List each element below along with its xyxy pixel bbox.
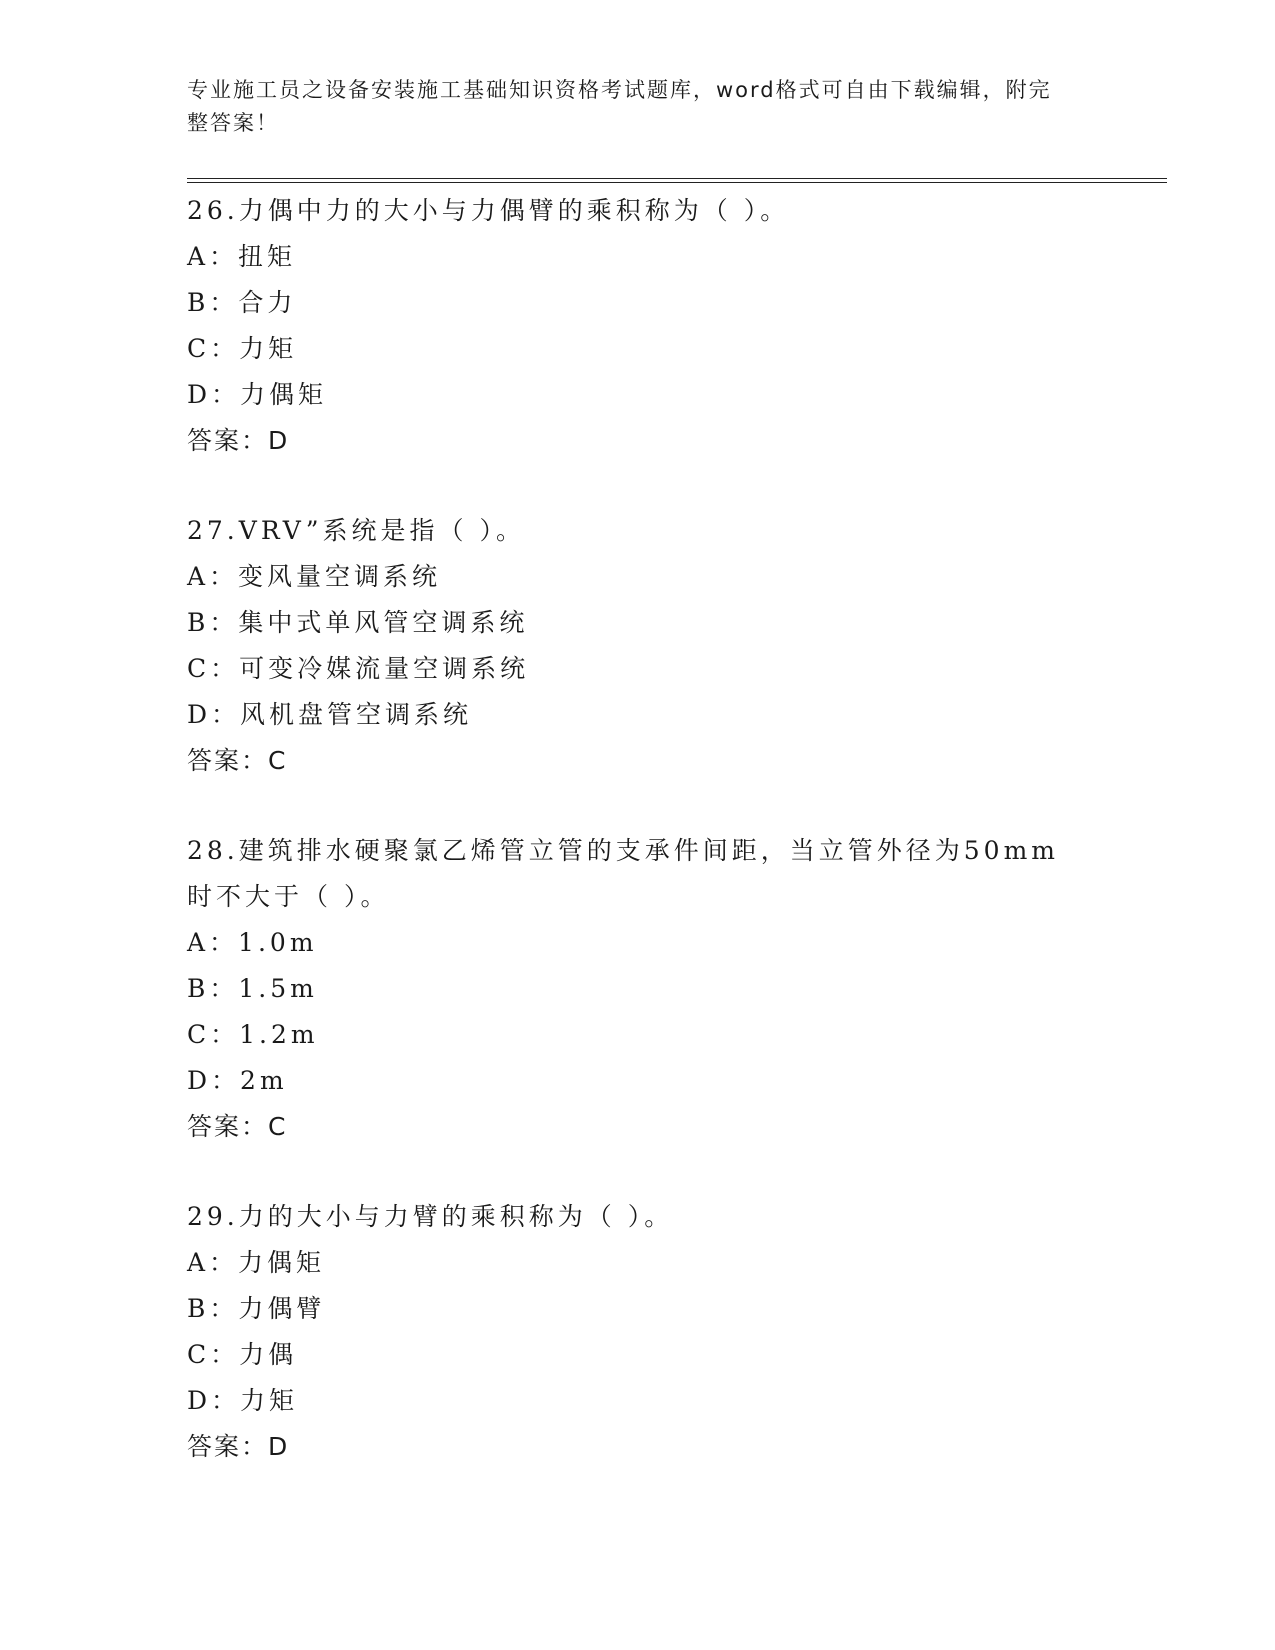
answer-label: 答案：D	[187, 426, 290, 455]
document-header: 专业施工员之设备安装施工基础知识资格考试题库，word格式可自由下载编辑，附完整答案！	[187, 78, 1052, 135]
answer-label: 答案：C	[187, 1112, 288, 1141]
question-stem: 28.建筑排水硬聚氯乙烯管立管的支承件间距，当立管外径为50mm时不大于（ ）。	[187, 836, 1059, 911]
option-c: C：可变冷媒流量空调系统	[187, 654, 530, 683]
question-27	[187, 508, 1167, 784]
option-d: D：力矩	[187, 1386, 299, 1415]
option-c: C：力矩	[187, 334, 298, 363]
option-d: D：风机盘管空调系统	[187, 700, 473, 729]
header-divider	[187, 178, 1167, 183]
question-28	[187, 828, 1167, 1150]
option-b: B：合力	[187, 288, 297, 317]
option-a: A：扭矩	[187, 242, 297, 271]
option-a: A：1.0m	[187, 928, 318, 957]
option-c: C：力偶	[187, 1340, 298, 1369]
option-b: B：1.5m	[187, 974, 318, 1003]
question-list	[187, 188, 1167, 1514]
option-a: A：变风量空调系统	[187, 562, 442, 591]
option-c: C：1.2m	[187, 1020, 319, 1049]
question-stem: 27.VRV”系统是指（ ）。	[187, 516, 525, 545]
option-b: B：力偶臂	[187, 1294, 326, 1323]
option-d: D：2m	[187, 1066, 288, 1095]
option-d: D：力偶矩	[187, 380, 328, 409]
question-stem: 29.力的大小与力臂的乘积称为（ ）。	[187, 1202, 674, 1231]
answer-label: 答案：D	[187, 1432, 290, 1461]
option-a: A：力偶矩	[187, 1248, 326, 1277]
answer-label: 答案：C	[187, 746, 288, 775]
option-b: B：集中式单风管空调系统	[187, 608, 529, 637]
question-26	[187, 188, 1167, 464]
document-page	[187, 0, 1167, 1650]
question-stem: 26.力偶中力的大小与力偶臂的乘积称为（ ）。	[187, 196, 790, 225]
question-29	[187, 1194, 1167, 1470]
